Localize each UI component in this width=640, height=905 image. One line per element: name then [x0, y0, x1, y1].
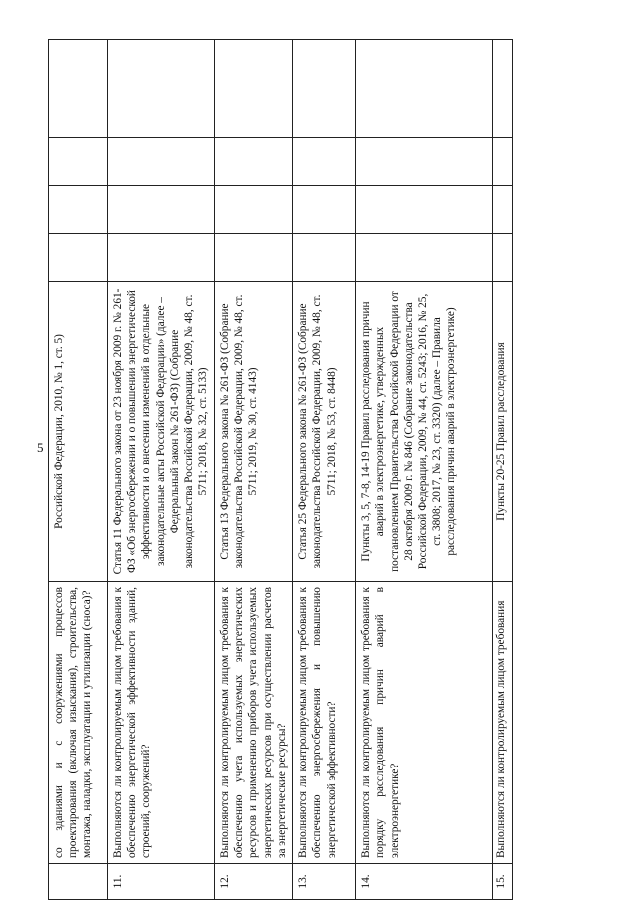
- answer-na-cell: [108, 138, 215, 186]
- answer-na-cell: [49, 138, 108, 186]
- table-row: [493, 40, 513, 900]
- requirement-question: Выполняются ли контролируемым лицом требования: [493, 582, 513, 864]
- row-number: [49, 864, 108, 900]
- table-row: [293, 40, 356, 900]
- requirement-question: Выполняются ли контролируемым лицом требования к порядку расследования причин аварий в электроэнергетике?: [356, 582, 493, 864]
- row-number: 11.: [108, 864, 215, 900]
- row-number: 13.: [293, 864, 356, 900]
- answer-na-cell: [215, 138, 293, 186]
- answer-na-cell: [493, 138, 513, 186]
- note-cell: [356, 40, 493, 138]
- legal-reference: Пункты 20-25 Правил расследования: [493, 282, 513, 582]
- requirement-question: со зданиями и с сооружениями процессов проектирования (включая изыскания), строительства, монтажа, наладки, эксплуатации и утилизации (сноса)?: [49, 582, 108, 864]
- legal-reference: Статья 13 Федерального закона № 261-ФЗ (Собрание законодательства Российской Федерации, 2009, № 48, ст. 5711; 2019, № 30, ст. 4143): [215, 282, 293, 582]
- note-cell: [49, 40, 108, 138]
- legal-reference: Пункты 3, 5, 7-8, 14-19 Правил расследования причин аварий в электроэнергетике, утвержденных постановлением Правительства Российской Федерации от 28 октября 2009 г. № 846 (Собрание законодательства Российской Федерации, 2009, № 44, ст. 5243; 2016, № 25, ст. 3808; 2017, № 23, ст. 3320) (далее – Правила расследования причин аварий в электроэнергетике): [356, 282, 493, 582]
- note-cell: [215, 40, 293, 138]
- table-row: [49, 40, 108, 900]
- answer-yes-cell: [215, 234, 293, 282]
- table-row: [356, 40, 493, 900]
- note-cell: [293, 40, 356, 138]
- checklist-table: [48, 39, 513, 900]
- requirement-question: Выполняются ли контролируемым лицом требования к обеспечению энергосбережения и повышению энергетической эффективности?: [293, 582, 356, 864]
- table-row: [215, 40, 293, 900]
- answer-no-cell: [293, 186, 356, 234]
- requirement-question: Выполняются ли контролируемым лицом требования к обеспечению учета используемых энергетических ресурсов и применению приборов учета используемых энергетических ресурсов при осуществлении расчетов за энергетические ресурсы?: [215, 582, 293, 864]
- row-number: 14.: [356, 864, 493, 900]
- answer-yes-cell: [49, 234, 108, 282]
- rotated-table-wrapper: [48, 40, 573, 900]
- table-row: [108, 40, 215, 900]
- page-number: 5: [37, 440, 44, 455]
- answer-yes-cell: [108, 234, 215, 282]
- answer-no-cell: [49, 186, 108, 234]
- answer-yes-cell: [493, 234, 513, 282]
- answer-yes-cell: [356, 234, 493, 282]
- row-number: 12.: [215, 864, 293, 900]
- legal-reference: Статья 11 Федерального закона от 23 ноября 2009 г. № 261-ФЗ «Об энергосбережении и о повышении энергетической эффективности и о внесении изменений в отдельные законодательные акты Российской Федерации» (далее – Федеральный закон № 261-ФЗ) (Собрание законодательства Российской Федерации, 2009, № 48, ст. 5711; 2018, № 32, ст. 5133): [108, 282, 215, 582]
- answer-yes-cell: [293, 234, 356, 282]
- note-cell: [493, 40, 513, 138]
- answer-no-cell: [108, 186, 215, 234]
- requirement-question: Выполняются ли контролируемым лицом требования к обеспечению энергетической эффективности зданий, строений, сооружений?: [108, 582, 215, 864]
- legal-reference: Российской Федерации, 2010, № 1, ст. 5): [49, 282, 108, 582]
- legal-reference: Статья 25 Федерального закона № 261-ФЗ (Собрание законодательства Российской Федерации, 2009, № 48, ст. 5711; 2018, № 53, ст. 8448): [293, 282, 356, 582]
- answer-na-cell: [356, 138, 493, 186]
- note-cell: [108, 40, 215, 138]
- answer-na-cell: [293, 138, 356, 186]
- answer-no-cell: [215, 186, 293, 234]
- answer-no-cell: [356, 186, 493, 234]
- row-number: 15.: [493, 864, 513, 900]
- answer-no-cell: [493, 186, 513, 234]
